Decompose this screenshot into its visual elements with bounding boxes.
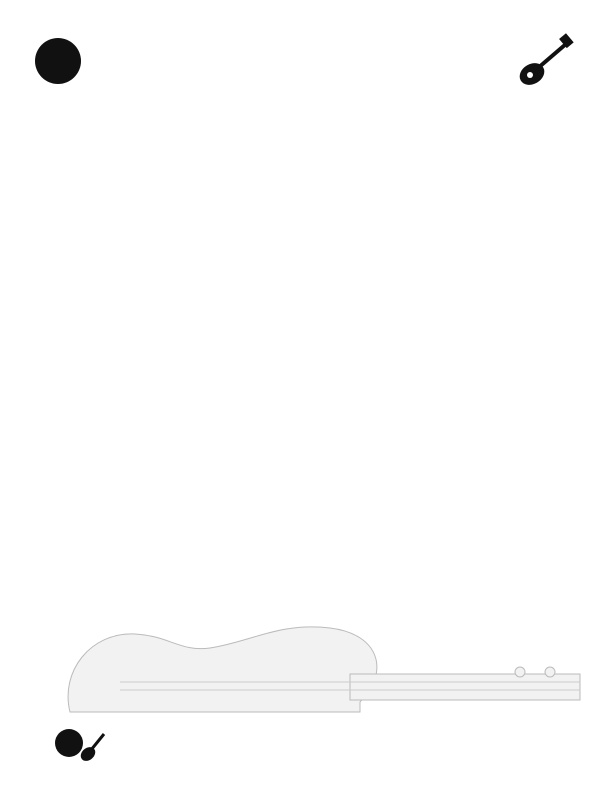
page-number-badge xyxy=(35,38,81,84)
small-ukulele-icon xyxy=(78,728,108,764)
ukulele-watermark-icon xyxy=(60,612,600,722)
ukulele-logo-icon xyxy=(514,30,578,92)
